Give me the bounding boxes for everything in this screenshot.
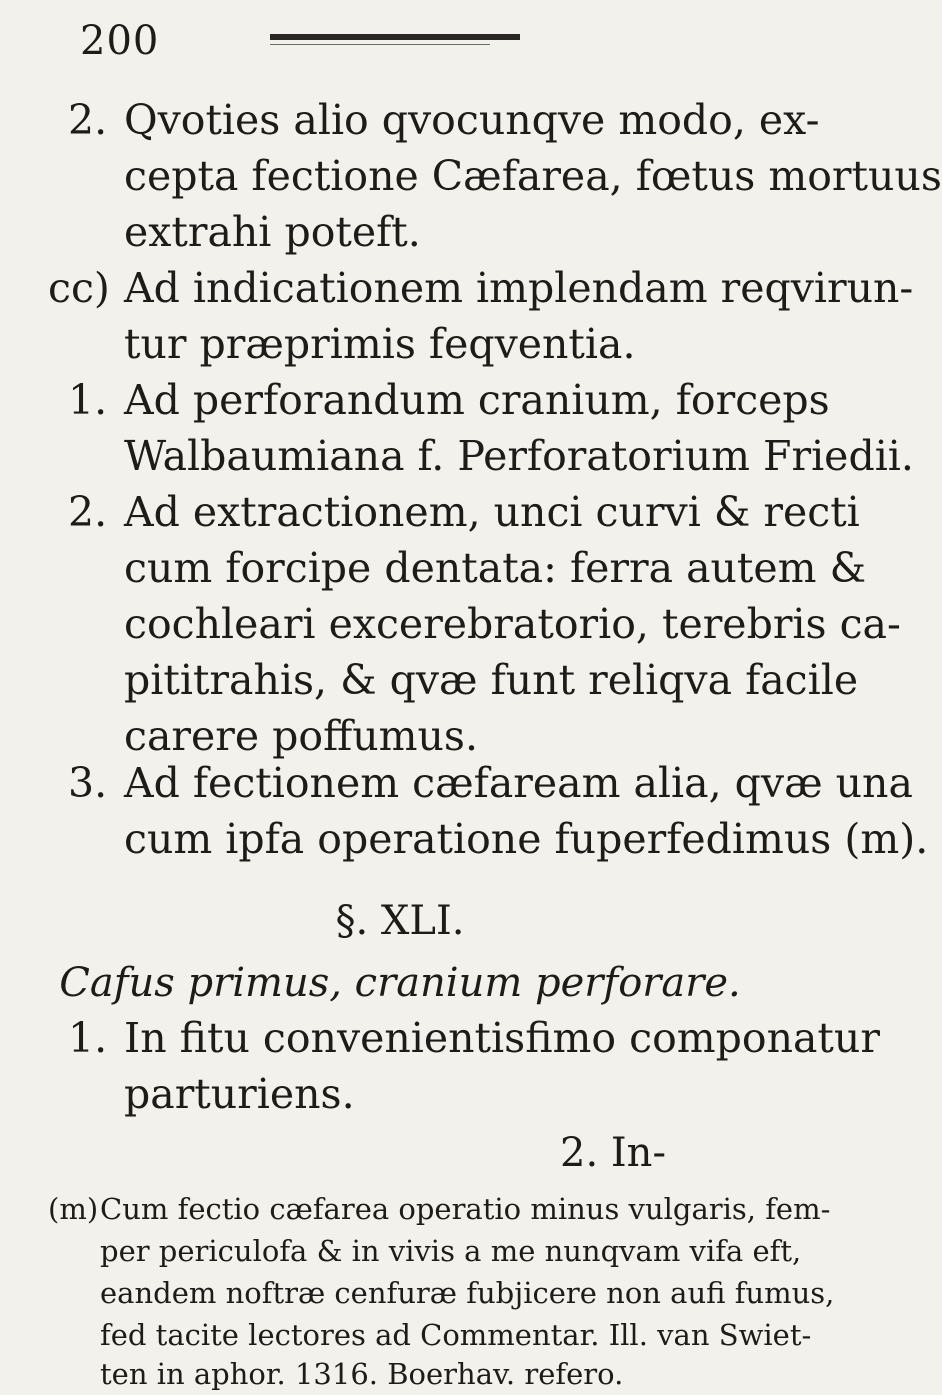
text-line: pititrahis, & qvæ funt reliqva facile: [124, 656, 859, 704]
header-rule-thin: [270, 44, 490, 45]
footnote-label: (m): [48, 1192, 99, 1226]
page-number: 200: [80, 18, 160, 64]
text-line: Qvoties alio qvocunqve modo, ex-: [124, 96, 820, 144]
text-line: Ad perforandum cranium, forceps: [124, 376, 830, 424]
catchword: 2. In-: [560, 1130, 666, 1176]
text-line: Ad extractionem, unci curvi & recti: [124, 488, 860, 536]
text-line: tur præprimis feqventia.: [124, 320, 636, 368]
footnote-line: per periculofa & in vivis a me nunqvam vifa eft,: [100, 1234, 802, 1268]
text-line: cum forcipe dentata: ferra autem &: [124, 544, 867, 592]
item-number: 1.: [68, 1014, 108, 1062]
footnote-line: Cum fectio cæfarea operatio minus vulgaris, fem-: [100, 1192, 831, 1226]
text-line: cum ipfa operatione fuperfedimus (m).: [124, 815, 929, 863]
text-line: Walbaumiana f. Perforatorium Friedii.: [124, 432, 914, 480]
item-number: 2.: [68, 96, 108, 144]
text-line: cochleari excerebratorio, terebris ca-: [124, 600, 901, 648]
item-number: 3.: [68, 759, 108, 807]
text-line: Ad indicationem implendam reqvirun-: [124, 264, 914, 312]
text-line: extrahi poteft.: [124, 208, 421, 256]
footnote-line: fed tacite lectores ad Commentar. Ill. van Swiet-: [100, 1318, 812, 1352]
header-rule: [270, 34, 520, 40]
footnote-line: eandem noftræ cenfuræ fubjicere non aufi fumus,: [100, 1276, 835, 1310]
text-line: In fitu convenientisfimo componatur: [124, 1014, 880, 1062]
section-number: §. XLI.: [335, 898, 465, 944]
item-number: 1.: [68, 376, 108, 424]
section-heading: Cafus primus, cranium perforare.: [59, 960, 741, 1006]
paragraph-label: cc): [48, 264, 110, 312]
footnote-line: ten in aphor. 1316. Boerhav. refero.: [100, 1357, 624, 1391]
item-number: 2.: [68, 488, 108, 536]
text-line: parturiens.: [124, 1070, 355, 1118]
text-line: cepta fectione Cæfarea, fœtus mortuus: [124, 152, 942, 200]
text-line: carere poffumus.: [124, 712, 478, 760]
text-line: Ad fectionem cæfaream alia, qvæ una: [124, 759, 913, 807]
